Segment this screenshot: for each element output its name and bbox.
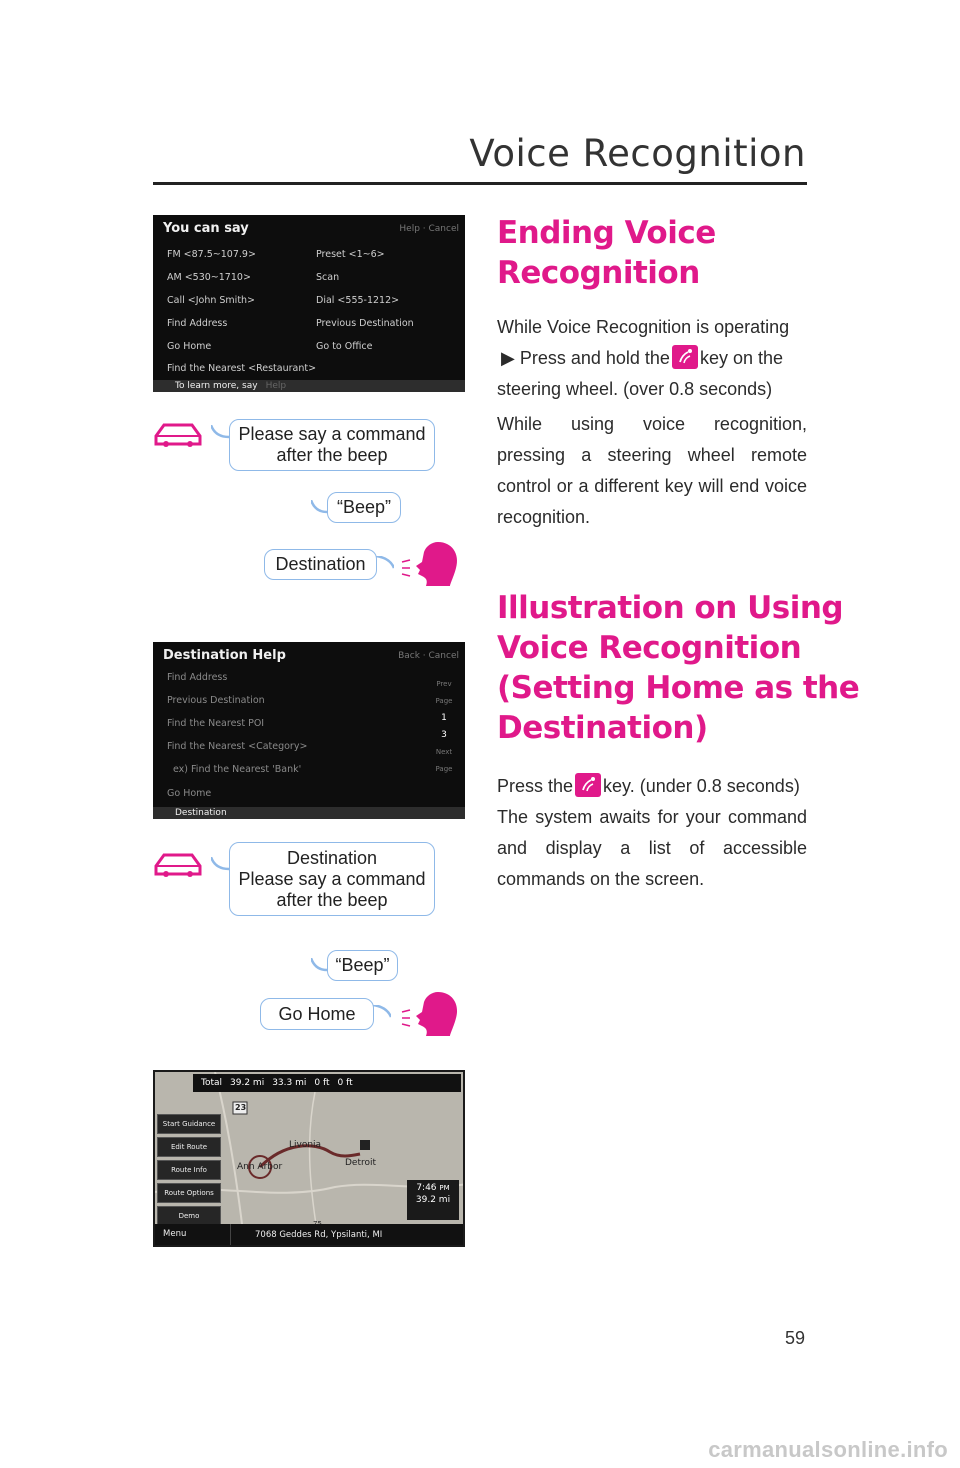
speech-tail-icon (376, 556, 394, 570)
destination-help-screen (153, 642, 465, 819)
paragraph-text: Press the (497, 776, 574, 796)
section-heading (497, 213, 716, 293)
menu-button[interactable]: Menu (155, 1224, 231, 1245)
header-rule (153, 182, 807, 185)
command-item: Find the Nearest <Restaurant> (167, 363, 317, 374)
paragraph-text: key on the (699, 348, 784, 368)
system-prompt-bubble (229, 842, 435, 916)
paragraph-text: ▶ Press and hold the (501, 348, 670, 368)
paragraph-text: key. (under 0.8 seconds) (603, 776, 800, 796)
command-item: Previous Destination (316, 318, 414, 329)
edit-route-button[interactable]: Edit Route (157, 1137, 221, 1157)
status-bar (153, 380, 465, 392)
system-prompt-bubble (229, 419, 435, 471)
arrival-ampm: PM (439, 1184, 450, 1192)
demo-button[interactable]: Demo (157, 1206, 221, 1226)
paragraph: The system awaits for your command and display a list of accessible commands on the screen. (497, 807, 807, 889)
current-page: 1 (441, 713, 447, 723)
command-item: Scan (316, 272, 340, 283)
prev-page-button[interactable]: Prev (436, 680, 452, 688)
help-cancel-menu[interactable]: Help · Cancel (399, 224, 459, 234)
voice-key-icon (672, 345, 698, 369)
page-label: Page (435, 697, 453, 705)
command-item: Find Address (167, 672, 228, 683)
site-watermark: carmanualsonline.info (708, 1437, 948, 1462)
voice-key-icon (575, 773, 601, 797)
car-icon (154, 422, 202, 448)
heading-line: (Setting Home as the (497, 670, 860, 706)
section-body (497, 771, 807, 895)
paragraph-line (497, 771, 807, 802)
status-text: To learn more, say (175, 381, 258, 391)
command-item: Previous Destination (167, 695, 265, 706)
start-guidance-button[interactable]: Start Guidance (157, 1114, 221, 1134)
command-item: FM <87.5~107.9> (167, 249, 256, 260)
speech-tail-icon (211, 857, 229, 871)
command-item: Dial <555-1212> (316, 295, 400, 306)
command-item: Find the Nearest POI (167, 718, 265, 729)
heading-line: Ending Voice (497, 215, 716, 251)
map-bottom-bar (155, 1224, 463, 1245)
command-item: Find Address (167, 318, 228, 329)
speech-tail-icon (211, 425, 229, 439)
next-page-button[interactable]: Next (435, 748, 453, 756)
current-address: 7068 Geddes Rd, Ypsilanti, MI (255, 1229, 383, 1240)
status-text: Destination (175, 808, 227, 818)
speech-tail-icon (311, 958, 327, 972)
navigation-map-screen (153, 1070, 465, 1247)
total-pages: 3 (441, 730, 447, 740)
command-item: AM <530~1710> (167, 272, 251, 283)
route-options-button[interactable]: Route Options (157, 1183, 221, 1203)
remaining-distance: 39.2 mi (415, 1195, 451, 1205)
speaking-person-icon (398, 990, 460, 1036)
page-label: Page (435, 765, 453, 773)
highway-distance: 33.3 mi (272, 1078, 307, 1088)
command-item: Go Home (167, 341, 212, 352)
back-cancel-menu[interactable]: Back · Cancel (398, 651, 459, 661)
speech-tail-icon (311, 500, 327, 514)
command-item: Go Home (167, 788, 212, 799)
total-distance: 39.2 mi (230, 1078, 265, 1088)
user-speech-text: Go Home (278, 1003, 356, 1024)
heading-line: Recognition (497, 255, 700, 291)
ferry-distance: 0 ft (337, 1078, 353, 1088)
command-item: Preset <1~6> (316, 249, 385, 260)
speaking-person-icon (398, 540, 460, 586)
heading-line: Voice Recognition (497, 630, 802, 666)
command-item: Go to Office (316, 341, 373, 352)
route-info-button[interactable]: Route Info (157, 1160, 221, 1180)
heading-line: Illustration on Using (497, 590, 844, 626)
total-label: Total (201, 1078, 223, 1088)
status-hint: Help (265, 381, 287, 391)
page-number: 59 (784, 1328, 805, 1348)
page-navigator (429, 676, 459, 778)
section-heading (497, 588, 859, 748)
user-speech-bubble (264, 549, 377, 580)
route-summary-bar (193, 1074, 461, 1092)
status-bar (153, 807, 465, 819)
highway-shield: 23 (235, 1103, 247, 1112)
paragraph-line (497, 343, 807, 374)
heading-line: Destination) (497, 710, 708, 746)
paragraph-line: While Voice Recognition is operating (497, 317, 790, 337)
arrival-time: 7:46 (416, 1183, 437, 1193)
screen-title: You can say (163, 221, 249, 236)
city-label: Livonia (289, 1140, 322, 1150)
prompt-line: Destination (286, 847, 378, 868)
beep-bubble (327, 492, 401, 523)
beep-bubble (327, 950, 398, 981)
prompt-line: after the beep (276, 889, 388, 910)
section-body (497, 312, 807, 533)
user-speech-text: Destination (275, 554, 366, 574)
command-item: Find the Nearest <Category> (167, 741, 308, 752)
prompt-line: after the beep (276, 445, 388, 465)
prompt-line: Please say a command (238, 868, 426, 889)
city-label: Ann Arbor (237, 1162, 283, 1172)
voice-command-screen (153, 215, 465, 392)
paragraph: While using voice recognition, pressing a steering wheel remote control or a different key will end voice recognition. (497, 414, 807, 527)
screen-title: Destination Help (163, 648, 286, 663)
user-speech-bubble (260, 998, 374, 1030)
car-icon (154, 852, 202, 878)
eta-panel (407, 1180, 459, 1220)
city-label: Detroit (345, 1158, 377, 1168)
prompt-line: Please say a command (238, 424, 426, 444)
beep-text: “Beep” (335, 955, 390, 975)
paragraph-line: steering wheel. (over 0.8 seconds) (497, 379, 773, 399)
command-item: Call <John Smith> (167, 295, 256, 306)
speech-tail-icon (373, 1005, 391, 1019)
beep-text: “Beep” (336, 497, 392, 517)
command-item: ex) Find the Nearest 'Bank' (173, 764, 302, 775)
chapter-title: Voice Recognition (469, 132, 806, 175)
toll-distance: 0 ft (314, 1078, 330, 1088)
